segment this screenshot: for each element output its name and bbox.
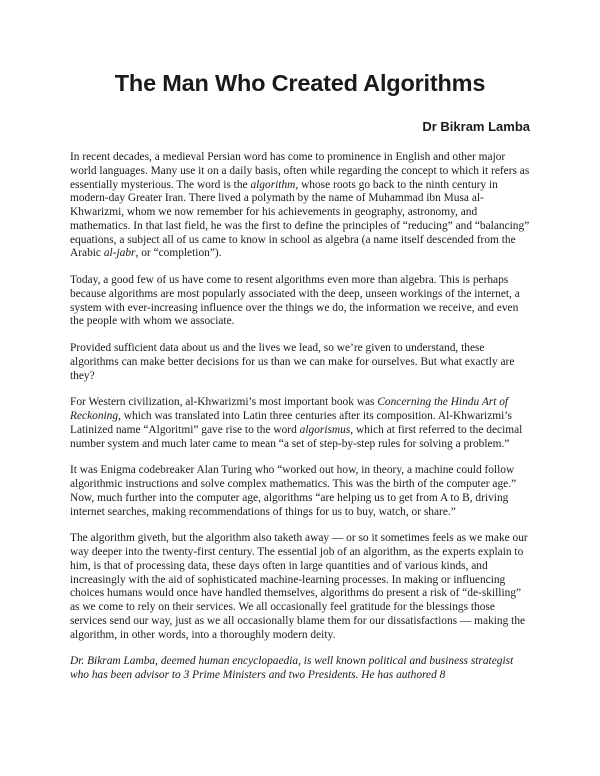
author-byline: Dr Bikram Lamba — [422, 119, 530, 134]
text-run: Today, a good few of us have come to resent algorithms even more than algebra. This is perhaps because algorithms are most popularly associated with the deep, unseen workings of the internet, a system with ever-increasing influence over the things we do, the information we receive, and even the people with whom we associate. — [70, 274, 520, 328]
italic-term: al-jabr — [103, 247, 136, 260]
text-run: For Western civilization, al-Khwarizmi’s most important book was — [70, 396, 378, 409]
text-run: In recent decades, a medieval Persian word has come to prominence in English and other major world languages. Many use it on a daily basis, often while regarding the concept to which it refers as essentially mysterious. The word is the — [70, 151, 530, 191]
text-run: , which at first referred to the decimal number system and much later came to mean “a set of step-by-step rules for solving a problem.” — [70, 423, 523, 450]
article-paragraph — [70, 396, 532, 451]
author-bio: Dr. Bikram Lamba, deemed human encyclopaedia, is well known political and business strategist who has been advisor to 3 Prime Ministers and two Presidents. He has authored 8 — [70, 655, 514, 681]
text-run: , or “completion”). — [135, 247, 222, 260]
article-paragraph — [70, 532, 532, 642]
article-paragraph — [70, 464, 532, 519]
text-run: It was Enigma codebreaker Alan Turing who “worked out how, in theory, a machine could follow algorithmic instructions and solve complex mathematics. This was the birth of the computer age.” Now, much further into the computer age, algorithms “are helping us to get from A to B, driving internet searches, making recommendations of things for us to buy, watch, or share.” — [70, 464, 517, 518]
text-run: Provided sufficient data about us and the lives we lead, so we’re given to understand, these algorithms can make better decisions for us than we can make for ourselves. But what exactly are they? — [70, 342, 515, 382]
italic-term: Concerning the Hindu Art of Reckoning — [70, 396, 509, 422]
article-paragraph — [70, 274, 532, 329]
text-run: , which was translated into Latin three centuries after its composition. Al-Khwarizmi’s Latinized name “Algoritmi” gave rise to the word — [70, 410, 512, 436]
article-body — [70, 151, 532, 683]
page-title: The Man Who Created Algorithms — [114, 70, 486, 96]
article-paragraph — [70, 342, 532, 383]
text-run: , whose roots go back to the ninth century in modern-day Greater Iran. There lived a polymath by the name of Muhammad ibn Musa al-Khwarizmi, whom we now remember for his achievements in geography, astronomy, and mathematics. In that last field, he was the first to define the principles of “reducing” and “balancing” equations, a subject all of us came to know in school as algebra (a name itself descended from the Arabic — [70, 178, 530, 260]
italic-term: algorithm — [250, 178, 296, 191]
article-paragraph — [70, 151, 532, 261]
text-run: The algorithm giveth, but the algorithm also taketh away — or so it sometimes feels as we make our way deeper into the twenty-first century. The essential job of an algorithm, as the experts explain to him, is that of processing data, these days often in large quantities and of various kinds, and increasingly with the aid of sophisticated machine-learning processes. In making or influencing choices humans would once have handled themselves, algorithms do present a risk of “de-skilling” as we come to rely on their services. We all occasionally feel gratitude for the blessings those services send our way, just as we all occasionally blame them for our dissatisfactions — making the algorithm, in other words, into a thoroughly modern deity. — [70, 532, 528, 641]
italic-term: algorismus — [299, 423, 351, 436]
